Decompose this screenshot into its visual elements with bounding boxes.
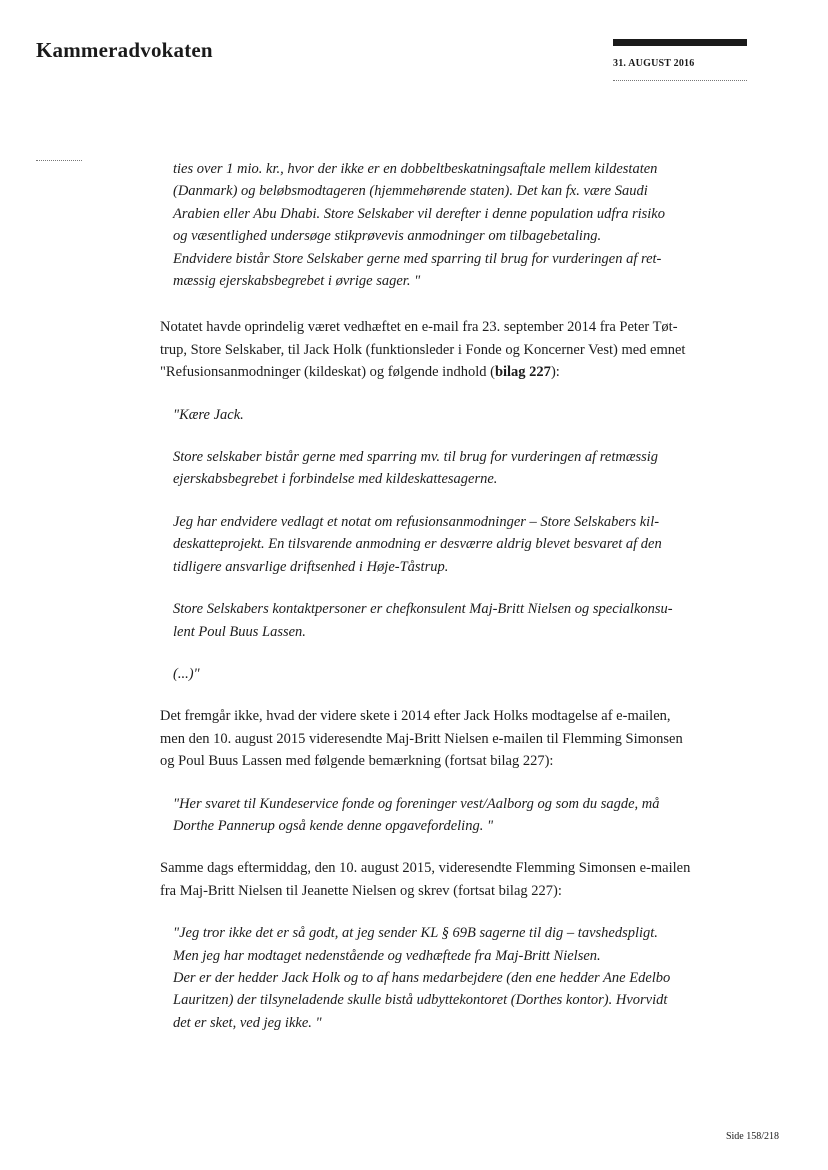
text-line: det er sket, ved jeg ikke. "	[173, 1014, 322, 1031]
document-body	[160, 158, 750, 1034]
text-line: Men jeg har modtaget nedenstående og vedhæftede fra Maj-Britt Nielsen.	[173, 947, 601, 964]
text-line: "Her svaret til Kundeservice fonde og foreninger vest/Aalborg og som du sagde, må	[173, 795, 660, 812]
text-line: men den 10. august 2015 videresendte Maj-Britt Nielsen e-mailen til Flemming Simonsen	[160, 730, 683, 747]
text-line: (...)"	[173, 665, 200, 682]
text-line: "Kære Jack.	[173, 406, 244, 423]
margin-dotted-divider	[36, 160, 82, 161]
text-line: Jeg har endvidere vedlagt et notat om refusionsanmodninger – Store Selskabers kil-	[173, 513, 660, 530]
text-line: Der er der hedder Jack Holk og to af hans medarbejdere (den ene hedder Ane Edelbo	[173, 969, 671, 986]
quote-block-remark	[173, 793, 750, 838]
text-span: "Refusionsanmodninger (kildeskat) og følgende indhold (	[160, 364, 495, 381]
paragraph-notat	[160, 316, 750, 383]
text-line: tidligere ansvarlige driftsenhed i Høje-Tåstrup.	[173, 558, 449, 575]
text-line: Endvidere bistår Store Selskaber gerne med sparring til brug for vurderingen af ret-	[173, 250, 662, 267]
text-line: Notatet havde oprindelig været vedhæftet en e-mail fra 23. september 2014 fra Peter Tøt-	[160, 319, 678, 336]
text-line: ejerskabsbegrebet i forbindelse med kildeskattesagerne.	[173, 471, 498, 488]
text-line	[160, 361, 750, 383]
text-line: Lauritzen) der tilsyneladende skulle bistå udbyttekontoret (Dorthes kontor). Hvorvidt	[173, 992, 668, 1009]
text-line: og væsentlighed undersøge stikprøvevis anmodninger om tilbagebetaling.	[173, 228, 602, 245]
text-line: Samme dags eftermiddag, den 10. august 2015, videresendte Flemming Simonsen e-mailen	[160, 860, 691, 877]
text-line: mæssig ejerskabsbegrebet i øvrige sager. "	[173, 273, 421, 290]
text-line: (Danmark) og beløbsmodtageren (hjemmehørende staten). Det kan fx. være Saudi	[173, 183, 648, 200]
header-rule-bar	[613, 39, 747, 46]
text-line: "Jeg tror ikke det er så godt, at jeg sender KL § 69B sagerne til dig – tavshedspligt.	[173, 925, 658, 942]
text-span: ):	[550, 364, 560, 381]
text-line: trup, Store Selskaber, til Jack Holk (funktionsleder i Fonde og Koncerner Vest) med emnet	[160, 341, 686, 358]
text-line: Dorthe Pannerup også kende denne opgavefordeling. "	[173, 817, 494, 834]
text-line: lent Poul Buus Lassen.	[173, 623, 306, 640]
text-line: og Poul Buus Lassen med følgende bemærkning (fortsat bilag 227):	[160, 753, 554, 770]
bilag-reference: bilag 227	[494, 364, 551, 381]
text-line: Arabien eller Abu Dhabi. Store Selskaber vil derefter i denne population udfra risiko	[173, 205, 665, 222]
header-dotted-divider	[613, 80, 747, 81]
paragraph-same-day	[160, 857, 750, 902]
text-line: Det fremgår ikke, hvad der videre skete i 2014 efter Jack Holks modtagelse af e-mailen,	[160, 708, 671, 725]
page-header-title: Kammeradvokaten	[36, 38, 213, 62]
text-line: fra Maj-Britt Nielsen til Jeanette Nielsen og skrev (fortsat bilag 227):	[160, 882, 562, 899]
text-line: ties over 1 mio. kr., hvor der ikke er en dobbeltbeskatningsaftale mellem kildestaten	[173, 161, 658, 177]
paragraph-forward-2015	[160, 705, 750, 772]
quote-block-email	[173, 404, 750, 686]
page-number: Side 158/218	[725, 1131, 779, 1142]
text-line: Store selskaber bistår gerne med sparring mv. til brug for vurderingen af retmæssig	[173, 449, 659, 466]
text-line: deskatteprojekt. En tilsvarende anmodning er desværre aldrig blevet besvaret af den	[173, 536, 662, 553]
header-date: 31. AUGUST 2016	[613, 58, 695, 69]
quote-block-reply	[173, 922, 750, 1034]
text-line: Store Selskabers kontaktpersoner er chefkonsulent Maj-Britt Nielsen og specialkonsu-	[173, 601, 673, 618]
quote-block-memo	[173, 158, 750, 292]
